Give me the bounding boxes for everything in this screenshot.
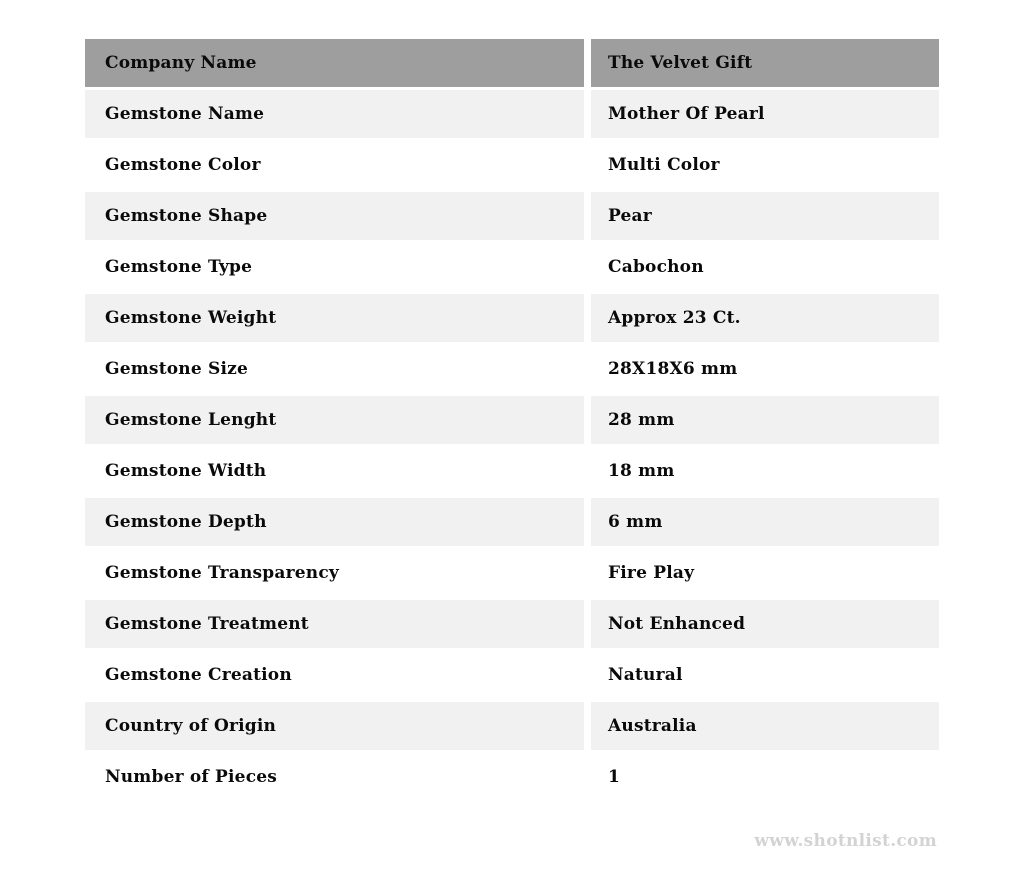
row-label: Gemstone Name [85,90,584,138]
header-value: The Velvet Gift [591,39,939,87]
row-value: Pear [591,192,939,240]
row-value: Fire Play [591,549,939,597]
table-row [85,90,939,138]
row-value: Not Enhanced [591,600,939,648]
row-value: Natural [591,651,939,699]
row-label: Gemstone Lenght [85,396,584,444]
row-value: 1 [591,753,939,801]
row-value: 28 mm [591,396,939,444]
row-label: Gemstone Size [85,345,584,393]
row-label: Gemstone Weight [85,294,584,342]
table-row [85,702,939,750]
header-label: Company Name [85,39,584,87]
table-row [85,753,939,801]
table-row [85,192,939,240]
table-row [85,651,939,699]
row-label: Country of Origin [85,702,584,750]
watermark-text: www.shotnlist.com [754,831,937,851]
row-label: Gemstone Type [85,243,584,291]
row-label: Gemstone Width [85,447,584,495]
row-value: Australia [591,702,939,750]
row-label: Gemstone Depth [85,498,584,546]
table-row [85,396,939,444]
row-label: Gemstone Treatment [85,600,584,648]
row-value: Approx 23 Ct. [591,294,939,342]
table-row [85,243,939,291]
row-label: Gemstone Transparency [85,549,584,597]
table-row [85,498,939,546]
row-value: 28X18X6 mm [591,345,939,393]
row-value: Multi Color [591,141,939,189]
row-label: Number of Pieces [85,753,584,801]
row-label: Gemstone Shape [85,192,584,240]
row-value: 6 mm [591,498,939,546]
row-value: 18 mm [591,447,939,495]
row-label: Gemstone Color [85,141,584,189]
table-row [85,345,939,393]
row-value: Mother Of Pearl [591,90,939,138]
table-row [85,447,939,495]
table-row [85,549,939,597]
table-row [85,600,939,648]
table-row [85,141,939,189]
gemstone-spec-table [85,39,939,801]
row-label: Gemstone Creation [85,651,584,699]
table-header-row [85,39,939,87]
table-row [85,294,939,342]
row-value: Cabochon [591,243,939,291]
